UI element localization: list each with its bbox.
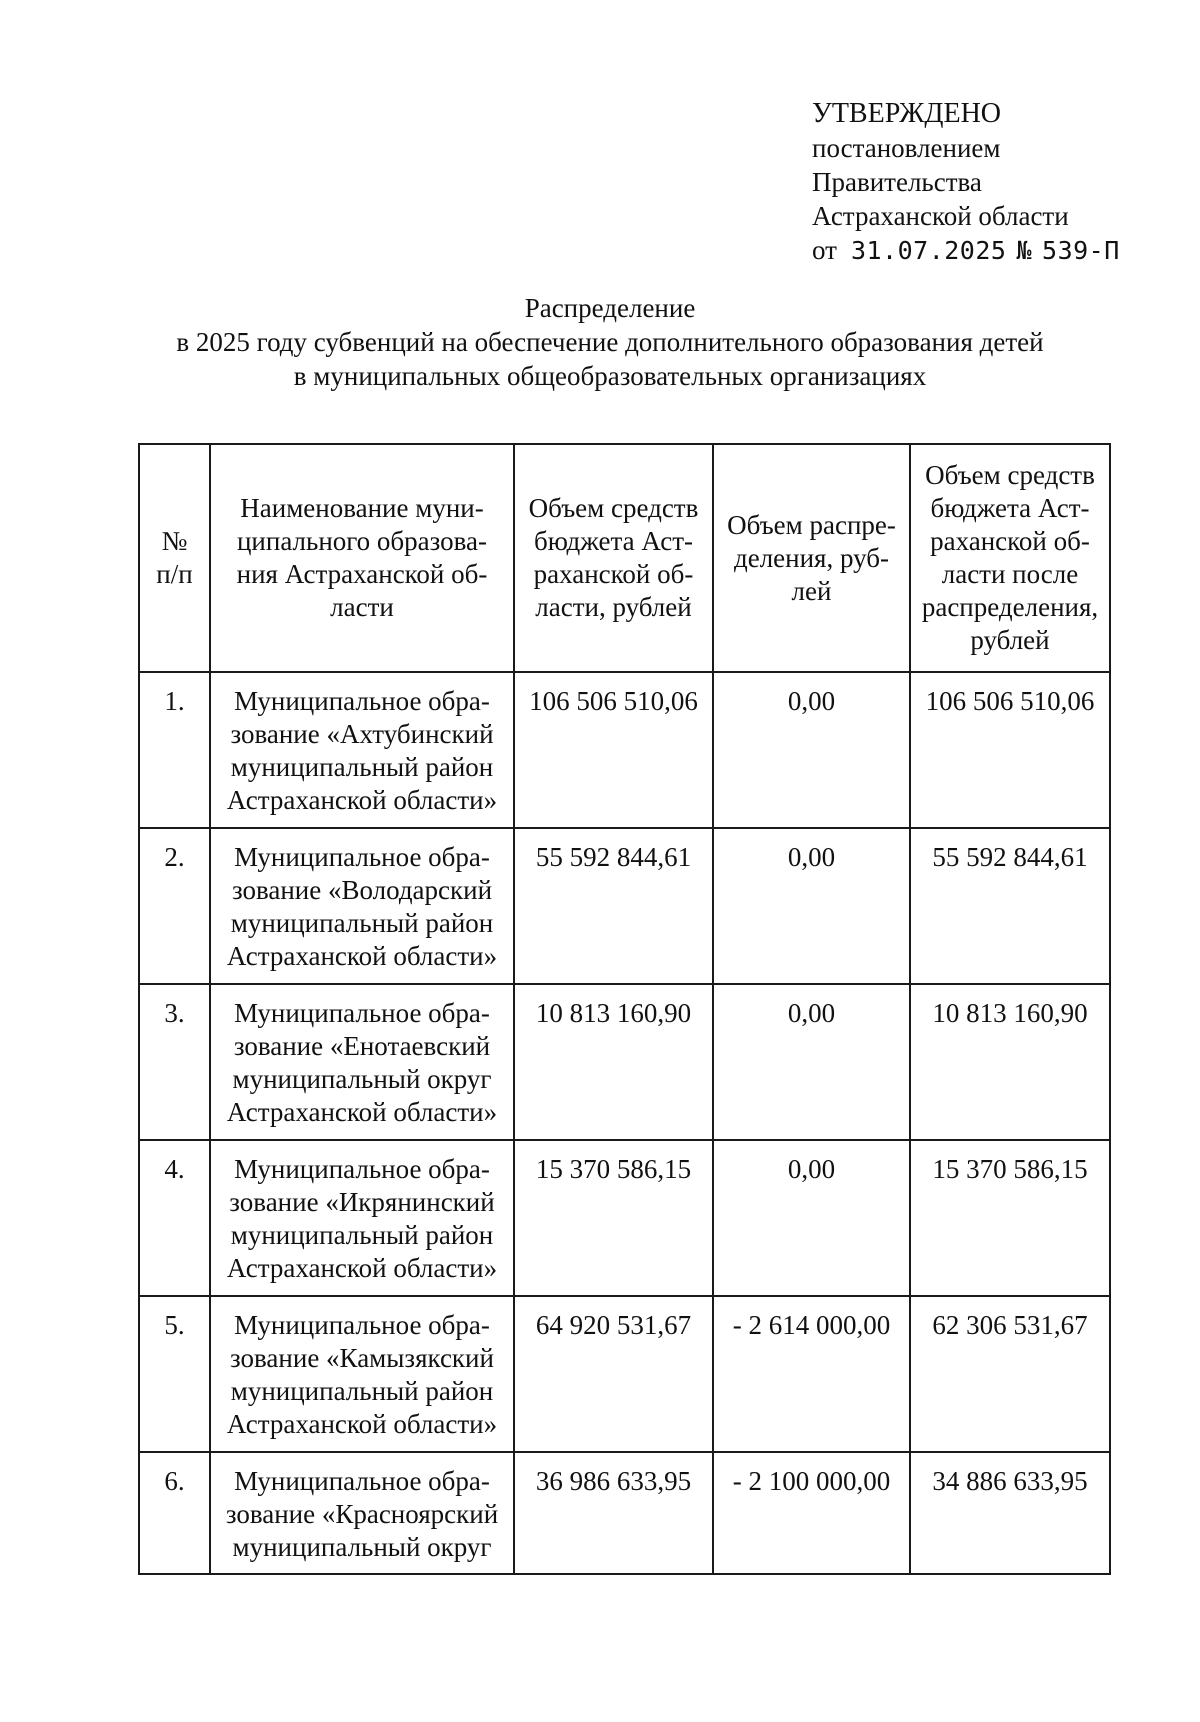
cell-line: Муниципальное обра- (234, 1310, 490, 1340)
table-row (139, 1452, 1110, 1574)
cell-line: Муниципальное обра- (234, 1154, 490, 1184)
cell-line: муниципальный район (230, 1220, 494, 1250)
cell-line: муниципальный округ (232, 1064, 492, 1094)
municipality-name (210, 828, 514, 984)
row-number: 4. (139, 1140, 210, 1296)
cell-line: лей (791, 575, 832, 606)
row-number: 2. (139, 828, 210, 984)
header-budget (514, 444, 713, 672)
table-row (139, 828, 1110, 984)
cell-line: ласти после (941, 559, 1079, 589)
cell-line: деления, руб- (733, 542, 889, 573)
cell-line: Астраханской области» (226, 1253, 498, 1283)
cell-line: Объем средств (528, 493, 699, 523)
approval-number-sign: № (1016, 236, 1033, 265)
document-title (150, 291, 1070, 393)
row-number: 3. (139, 984, 210, 1140)
approval-heading: УТВЕРЖДЕНО (812, 98, 1002, 129)
table-row (139, 672, 1110, 828)
after-amount: 55 592 844,61 (910, 828, 1110, 984)
distribution-table (138, 443, 1111, 1575)
row-number: 1. (139, 672, 210, 828)
after-amount: 15 370 586,15 (910, 1140, 1110, 1296)
approval-date-prefix: от (812, 235, 837, 265)
cell-line: Наименование муни- (240, 493, 484, 523)
cell-line: Астраханской области» (226, 785, 498, 815)
cell-line: ния Астраханской об- (236, 559, 488, 589)
cell-line: ласти (330, 592, 394, 622)
redistribution-amount: 0,00 (713, 984, 910, 1140)
after-amount: 10 813 160,90 (910, 984, 1110, 1140)
cell-line: муниципальный округ (232, 1532, 492, 1562)
cell-line: раханской об- (533, 559, 694, 589)
title-line-2: в 2025 году субвенций на обеспечение дополнительного образования детей (176, 327, 1044, 357)
budget-amount: 10 813 160,90 (514, 984, 713, 1140)
after-amount: 62 306 531,67 (910, 1296, 1110, 1452)
cell-line: Муниципальное обра- (234, 686, 490, 716)
budget-amount: 15 370 586,15 (514, 1140, 713, 1296)
approval-line-3: Астраханской области (812, 201, 1069, 231)
cell-line: Астраханской области» (226, 941, 498, 971)
cell-line: муниципальный район (230, 752, 494, 782)
municipality-name (210, 672, 514, 828)
cell-line: муниципальный район (230, 1376, 494, 1406)
approval-date: 31.07.2025 (850, 236, 1007, 265)
title-line-1: Распределение (524, 293, 696, 323)
cell-line: бюджета Аст- (930, 493, 1090, 523)
cell-line: Муниципальное обра- (234, 842, 490, 872)
cell-line: зование «Енотаевский (233, 1031, 491, 1061)
redistribution-amount: 0,00 (713, 672, 910, 828)
cell-line: Астраханской области» (226, 1097, 498, 1127)
budget-amount: 36 986 633,95 (514, 1452, 713, 1574)
cell-line: Астраханской области» (226, 1409, 498, 1439)
cell-line: ципального образова- (236, 526, 488, 556)
cell-line: зование «Ахтубинский (230, 719, 494, 749)
budget-amount: 106 506 510,06 (514, 672, 713, 828)
row-number: 5. (139, 1296, 210, 1452)
redistribution-amount: 0,00 (713, 828, 910, 984)
table-header-row (139, 444, 1110, 672)
cell-line: Объем распре- (727, 509, 896, 540)
header-after (910, 444, 1110, 672)
cell-line: Муниципальное обра- (234, 1466, 490, 1496)
municipality-name (210, 1452, 514, 1574)
redistribution-amount: - 2 614 000,00 (713, 1296, 910, 1452)
header-redistribution (713, 444, 910, 672)
title-line-3: в муниципальных общеобразовательных организациях (293, 361, 927, 391)
cell-line: п/п (156, 559, 193, 589)
cell-line: муниципальный район (230, 908, 494, 938)
cell-line: зование «Красноярский (225, 1499, 499, 1529)
approval-line-2: Правительства (812, 167, 982, 197)
cell-line: зование «Володарский (231, 875, 493, 905)
redistribution-amount: - 2 100 000,00 (713, 1452, 910, 1574)
cell-line: Объем средств (925, 460, 1095, 490)
after-amount: 34 886 633,95 (910, 1452, 1110, 1574)
table-row (139, 1296, 1110, 1452)
redistribution-amount: 0,00 (713, 1140, 910, 1296)
header-num (139, 444, 210, 672)
municipality-name (210, 1140, 514, 1296)
cell-line: зование «Икрянинский (229, 1187, 495, 1217)
approval-date-line (812, 233, 1120, 268)
municipality-name (210, 984, 514, 1140)
budget-amount: 55 592 844,61 (514, 828, 713, 984)
row-number: 6. (139, 1452, 210, 1574)
cell-line: Муниципальное обра- (234, 998, 490, 1028)
cell-line: бюджета Аст- (533, 526, 694, 556)
cell-line: раханской об- (930, 526, 1090, 556)
budget-amount: 64 920 531,67 (514, 1296, 713, 1452)
cell-line: ласти, рублей (535, 592, 692, 622)
table-row (139, 1140, 1110, 1296)
after-amount: 106 506 510,06 (910, 672, 1110, 828)
approval-block (812, 97, 1120, 268)
approval-line-1: постановлением (812, 133, 1001, 163)
cell-line: № (161, 526, 188, 556)
table-row (139, 984, 1110, 1140)
cell-line: рублей (970, 625, 1050, 655)
approval-number: 539-П (1042, 236, 1120, 265)
cell-line: зование «Камызякский (230, 1343, 494, 1373)
municipality-name (210, 1296, 514, 1452)
cell-line: распределения, (921, 592, 1099, 622)
header-name (210, 444, 514, 672)
